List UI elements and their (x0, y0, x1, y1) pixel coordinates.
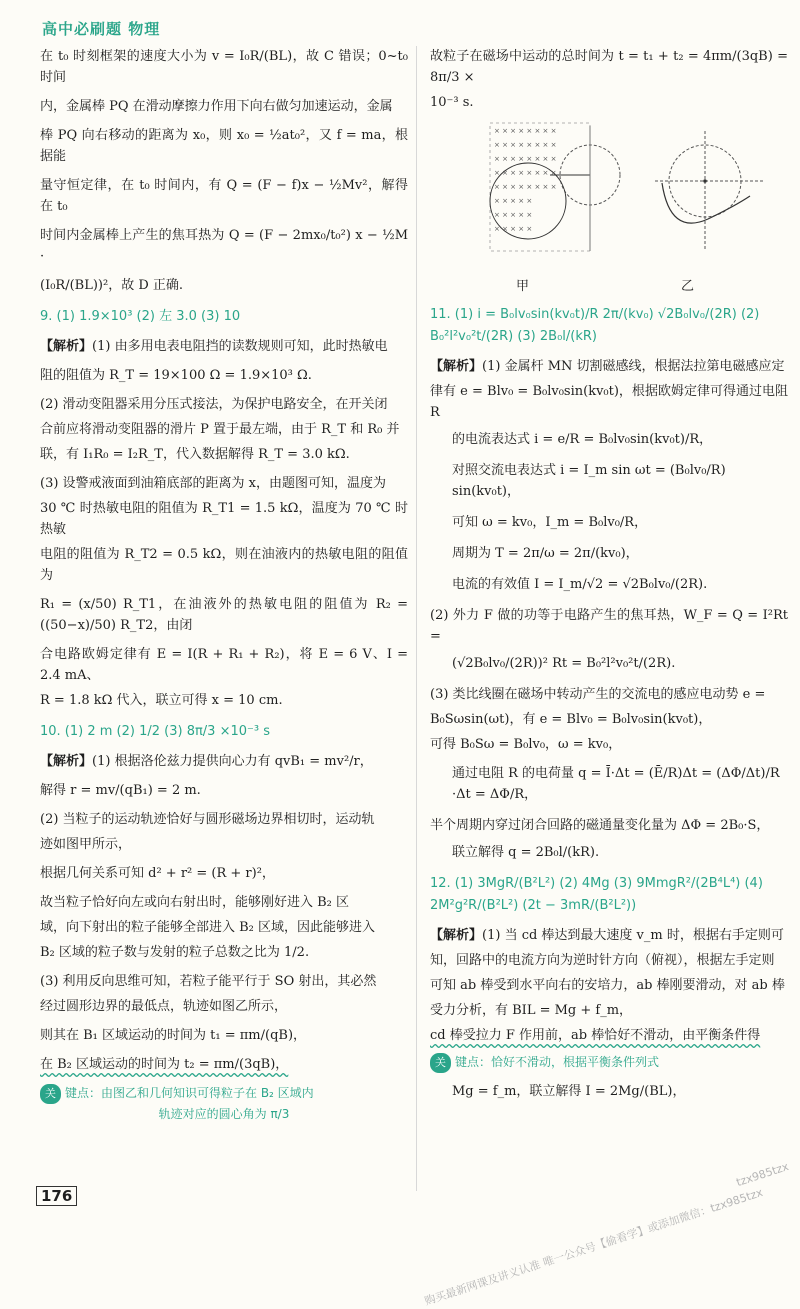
text-line: 在 t₀ 时刻框架的速度大小为 v = I₀R/(BL)，故 C 错误；0~t₀ 时间 (40, 49, 408, 85)
analysis-label: 【解析】 (430, 359, 483, 374)
text-line: 域，向下射出的粒子能够全部进入 B₂ 区域，因此能够进入 (40, 920, 376, 935)
column-divider (416, 46, 417, 1191)
text-line: R = 1.8 kΩ 代入，联立可得 x = 10 cm. (40, 693, 283, 708)
figure-b (655, 131, 765, 251)
figure-labels (440, 275, 770, 294)
equation-line: 对照交流电表达式 i = I_m sin ωt = (B₀lv₀/R) sin(kv₀t)， (452, 463, 726, 499)
page-header: 高中必刷题 物理 (42, 20, 161, 38)
analysis-label: 【解析】 (430, 928, 483, 943)
equation-line: 可知 ω = kv₀，I_m = B₀lv₀/R， (452, 515, 648, 530)
text-line: 棒 PQ 向右移动的距离为 x₀，则 x₀ = ½at₀²，又 f = ma，根据能 (40, 128, 408, 164)
svg-text:× × × × × × × ×: × × × × × × × × (494, 169, 557, 177)
text-line: (2) 当粒子的运动轨迹恰好与圆形磁场边界相切时，运动轨 (40, 812, 375, 827)
figure-a-label: 甲 (515, 279, 529, 294)
key-point-icon: 关 (40, 1084, 61, 1104)
text-line: 合前应将滑动变阻器的滑片 P 置于最左端，由于 R_T 和 R₀ 并 (40, 422, 400, 437)
analysis-9 (40, 336, 408, 357)
equation-line: 联立解得 q = 2B₀l/(kR). (452, 845, 600, 860)
text-line: (1) 当 cd 棒达到最大速度 v_m 时，根据右手定则可 (482, 928, 784, 943)
text-line: 阻的阻值为 R_T = 19×100 Ω = 1.9×10³ Ω. (40, 368, 312, 383)
figure-a (490, 123, 620, 251)
key-point-note (40, 1083, 408, 1124)
text-line: 律有 e = Blv₀ = B₀lv₀sin(kv₀t)，根据欧姆定律可得通过电阻 R (430, 384, 788, 420)
text-line: 故当粒子恰好向左或向右射出时，能够刚好进入 B₂ 区 (40, 895, 350, 910)
text-line: 受力分析，有 BIL = Mg + f_m， (430, 1003, 633, 1018)
text-line: 经过圆形边界的最低点，轨迹如图乙所示， (40, 999, 288, 1014)
text-line: (1) 金属杆 MN 切割磁感线，根据法拉第电磁感应定 (482, 359, 785, 374)
key-point-note (430, 1052, 788, 1073)
magnetic-field-figure (440, 121, 770, 271)
answer-12: 12. (1) 3MgR/(B²L²) (2) 4Mg (3) 9MmgR²/(2B⁴L⁴) (4) 2M²g²R/(B²L²) (2t − 3mR/(B²L²)) (430, 876, 763, 913)
text-line: 则其在 B₁ 区域运动的时间为 t₁ = πm/(qB)， (40, 1028, 307, 1043)
text-line: (I₀R/(BL))²，故 D 正确. (40, 278, 184, 293)
text-line: 半个周期内穿过闭合回路的磁通量变化量为 ΔΦ = 2B₀·S， (430, 818, 770, 833)
equation-line: 通过电阻 R 的电荷量 q = Ī·Δt = (Ē/R)Δt = (ΔΦ/Δt)/R ·Δt = ΔΦ/R， (452, 766, 780, 802)
svg-text:× × × × ×: × × × × × (494, 225, 533, 233)
text-line: R₁ = (x/50) R_T1，在油液外的热敏电阻的阻值为 R₂ = ((50−x)/50) R_T2，由闭 (40, 597, 408, 633)
analysis-label: 【解析】 (40, 339, 93, 354)
text-line: 可知 ab 棒受到水平向右的安培力，ab 棒刚要滑动，对 ab 棒 (430, 978, 785, 993)
analysis-12 (430, 925, 788, 946)
watermark: 购买最新网课及讲义认准 唯一公众号【偷看学】或添加微信：tzx985tzx (423, 1185, 765, 1308)
analysis-10 (40, 751, 408, 772)
svg-text:× × × × × × × ×: × × × × × × × × (494, 183, 557, 191)
text-line: 联，有 I₁R₀ = I₂R_T，代入数据解得 R_T = 3.0 kΩ. (40, 447, 350, 462)
svg-text:× × × × ×: × × × × × (494, 197, 533, 205)
equation-line: 的电流表达式 i = e/R = B₀lv₀sin(kv₀t)/R， (452, 432, 713, 447)
page-number: 176 (36, 1186, 77, 1206)
figure-b-label: 乙 (680, 279, 694, 294)
svg-text:× × × × × × × ×: × × × × × × × × (494, 127, 557, 135)
text-line: (3) 设警戒液面到油箱底部的距离为 x，由题图可知，温度为 (40, 476, 387, 491)
note-text: 键点：由图乙和几何知识可得粒子在 B₂ 区域内 (65, 1086, 314, 1100)
text-line: 故粒子在磁场中运动的总时间为 t = t₁ + t₂ = 4πm/(3qB) = 8π/3 × (430, 49, 788, 85)
text-line: (1) 根据洛伦兹力提供向心力有 qvB₁ = mv²/r， (92, 754, 373, 769)
answer-11: 11. (1) i = B₀lv₀sin(kv₀t)/R 2π/(kv₀) √2B₀lv₀/(2R) (2) B₀²l²v₀²t/(2R) (3) 2B₀l/(kR) (430, 307, 760, 344)
equation-line: 周期为 T = 2π/ω = 2π/(kv₀)， (452, 546, 639, 561)
text-line: 解得 r = mv/(qB₁) = 2 m. (40, 783, 201, 798)
right-column (430, 46, 788, 1112)
svg-text:× × × × ×: × × × × × (494, 211, 533, 219)
text-line: 电阻的阻值为 R_T2 = 0.5 kΩ，则在油液内的热敏电阻的阻值为 (40, 547, 408, 583)
text-line: 内，金属棒 PQ 在滑动摩擦力作用下向右做匀加速运动，金属 (40, 99, 393, 114)
text-line: (3) 类比线圈在磁场中转动产生的交流电的感应电动势 e = (430, 687, 766, 702)
answer-9: 9. (1) 1.9×10³ (2) 左 3.0 (3) 10 (40, 309, 241, 324)
key-text: cd 棒受拉力 F 作用前，ab 棒恰好不滑动，由平衡条件得 (430, 1028, 761, 1043)
text-line: 知，回路中的电流方向为逆时针方向（俯视），根据左手定则 (430, 953, 775, 968)
text-line: 可得 B₀Sω = B₀lv₀，ω = kv₀， (430, 737, 622, 752)
equation-line: (√2B₀lv₀/(2R))² Rt = B₀²l²v₀²t/(2R). (452, 656, 676, 671)
text-line (430, 1025, 788, 1046)
text-line: (2) 外力 F 做的功等于电路产生的焦耳热，W_F = Q = I²Rt = (430, 608, 788, 644)
equation-line: 电流的有效值 I = I_m/√2 = √2B₀lv₀/(2R). (452, 577, 708, 592)
text-line: 迹如图甲所示， (40, 837, 132, 852)
watermark: tzx985tzx (734, 1160, 791, 1190)
text-line: 时间内金属棒上产生的焦耳热为 Q = (F − 2mx₀/t₀²) x − ½M · (40, 228, 408, 264)
left-column (40, 46, 408, 1132)
analysis-11 (430, 356, 788, 377)
equation-line: Mg = f_m，联立解得 I = 2Mg/(BL)， (452, 1084, 686, 1099)
text-line: 10⁻³ s. (430, 95, 474, 110)
text-line: 量守恒定律，在 t₀ 时间内，有 Q = (F − f)x − ½Mv²，解得在 t₀ (40, 178, 408, 214)
key-text: 在 B₂ 区域运动的时间为 t₂ = πm/(3qB)， (40, 1057, 289, 1072)
text-line: 30 ℃ 时热敏电阻的阻值为 R_T1 = 1.5 kΩ，温度为 70 ℃ 时热敏 (40, 501, 408, 537)
text-line: (2) 滑动变阻器采用分压式接法，为保护电路安全，在开关闭 (40, 397, 388, 412)
answer-10: 10. (1) 2 m (2) 1/2 (3) 8π/3 ×10⁻³ s (40, 724, 270, 739)
key-point-icon: 关 (430, 1053, 451, 1073)
text-line: 合电路欧姆定律有 E = I(R + R₁ + R₂)，将 E = 6 V、I = 2.4 mA、 (40, 647, 408, 683)
text-line: (3) 利用反向思维可知，若粒子能平行于 SO 射出，其必然 (40, 974, 377, 989)
note-text: 轨迹对应的圆心角为 π/3 (158, 1107, 290, 1121)
note-text: 键点：恰好不滑动，根据平衡条件列式 (455, 1055, 660, 1069)
svg-text:× × × × × × × ×: × × × × × × × × (494, 141, 557, 149)
figure-pair (440, 121, 788, 294)
text-line: B₀Sωsin(ωt)，有 e = Blv₀ = B₀lv₀sin(kv₀t)， (430, 712, 712, 727)
text-line: B₂ 区域的粒子数与发射的粒子总数之比为 1/2. (40, 945, 310, 960)
text-line (40, 1054, 408, 1075)
svg-text:× × × × × × × ×: × × × × × × × × (494, 155, 557, 163)
analysis-label: 【解析】 (40, 754, 93, 769)
text-line: (1) 由多用电表电阻挡的读数规则可知，此时热敏电 (92, 339, 388, 354)
text-line: 根据几何关系可知 d² + r² = (R + r)²， (40, 866, 275, 881)
